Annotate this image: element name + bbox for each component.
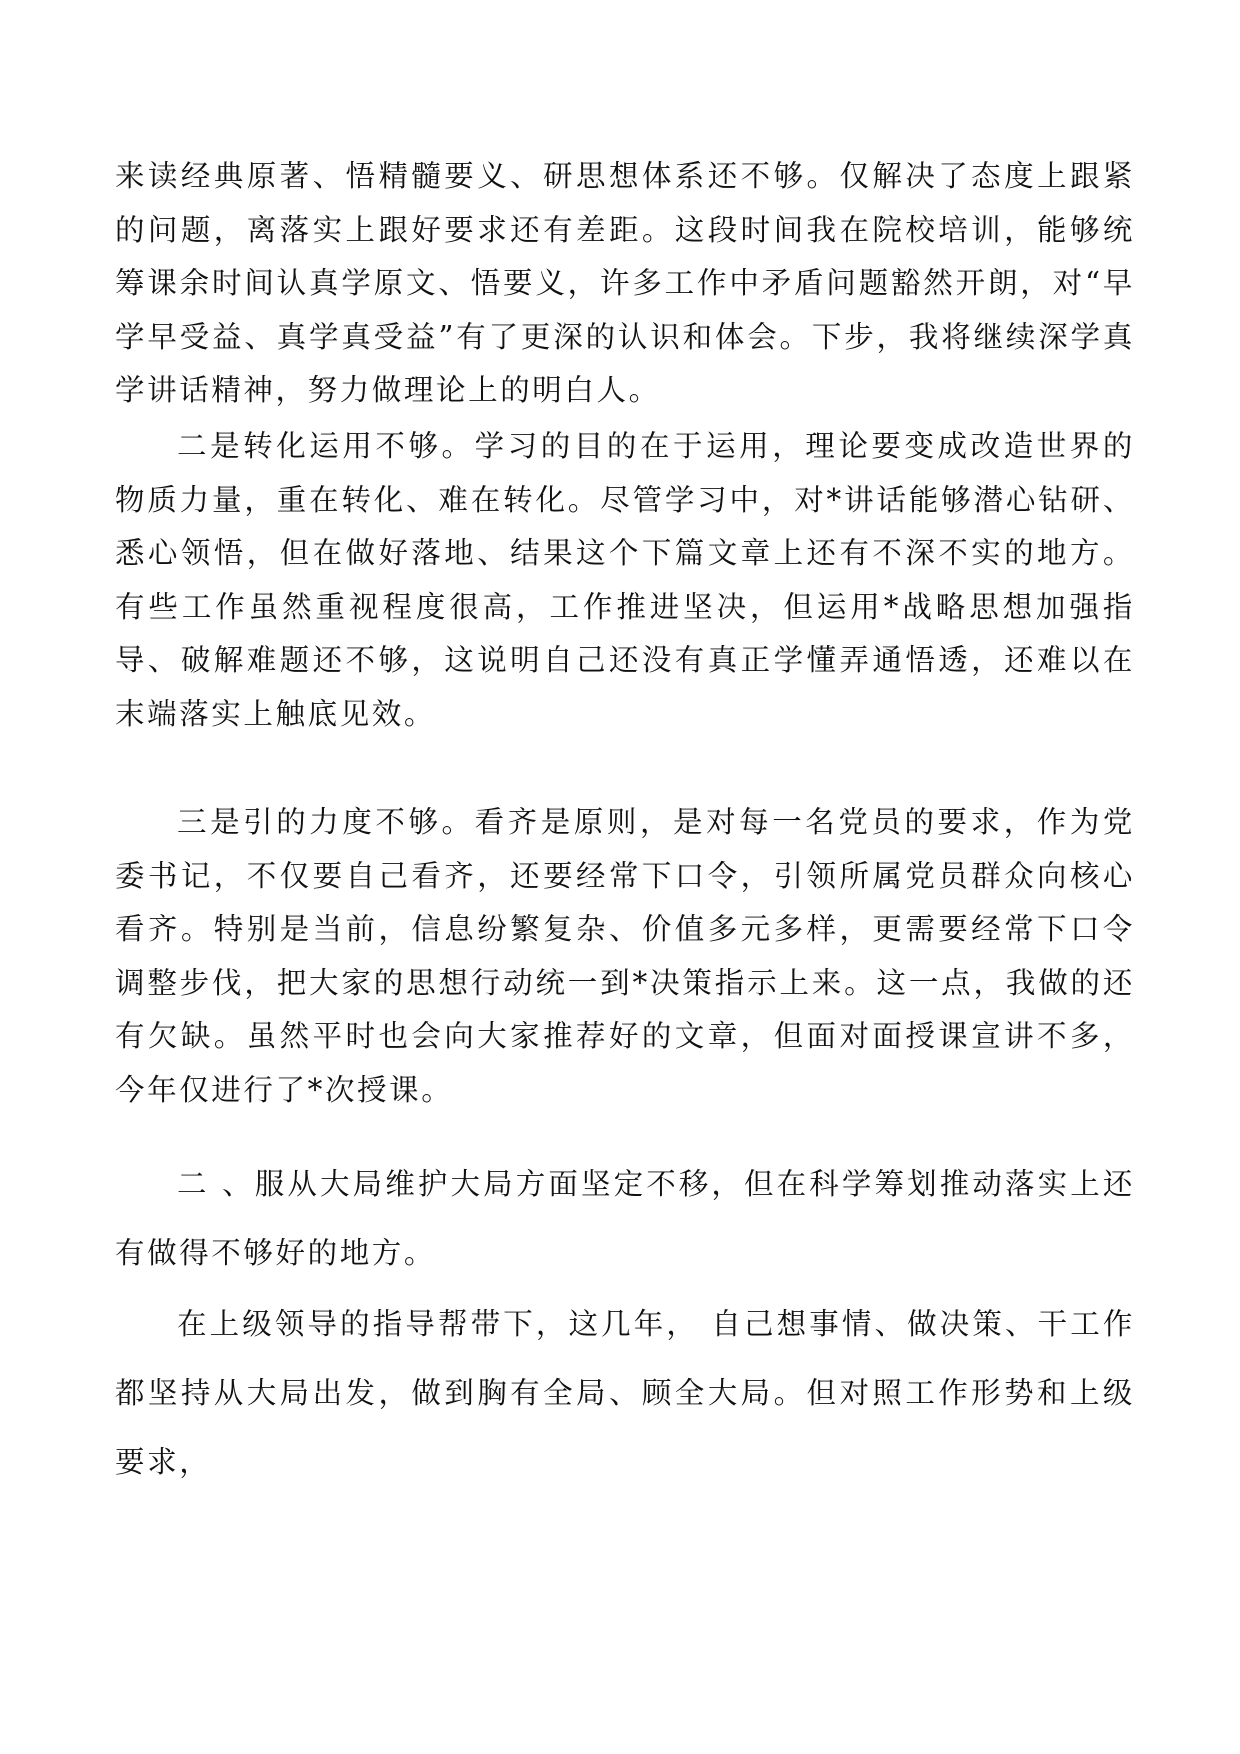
paragraph-2: 二是转化运用不够。学习的目的在于运用，理论要变成改造世界的物质力量，重在转化、难在转化。尽管学习中，对*讲话能够潜心钻研、悉心领悟，但在做好落地、结果这个下篇文章上还有不深不实的地方。有些工作虽然重视程度很高，工作推进坚决，但运用*战略思想加强指导、破解难题还不够，这说明自己还没有真正学懂弄通悟透，还难以在末端落实上触底见效。: [115, 429, 1135, 731]
paragraph-3: 三是引的力度不够。看齐是原则，是对每一名党员的要求，作为党委书记，不仅要自己看齐，还要经常下口令，引领所属党员群众向核心看齐。特别是当前，信息纷繁复杂、价值多元多样，更需要经常下口令调整步伐，把大家的思想行动统一到*决策指示上来。这一点，我做的还有欠缺。虽然平时也会向大家推荐好的文章，但面对面授课宣讲不多，今年仅进行了*次授课。: [115, 805, 1135, 1107]
paragraph-5: 在上级领导的指导帮带下，这几年， 自己想事情、做决策、干工作都坚持从大局出发，做到胸有全局、顾全大局。但对照工作形势和上级要求，: [115, 1307, 1135, 1479]
paragraph-1: 来读经典原著、悟精髓要义、研思想体系还不够。仅解决了态度上跟紧的问题，离落实上跟好要求还有差距。这段时间我在院校培训，能够统筹课余时间认真学原文、悟要义，许多工作中矛盾问题豁然开朗，对“早学早受益、真学真受益”有了更深的认识和体会。下步，我将继续深学真学讲话精神，努力做理论上的明白人。: [115, 159, 1135, 407]
section-heading-2: 二 、服从大局维护大局方面坚定不移，但在科学筹划推动落实上还有做得不够好的地方。: [115, 1167, 1135, 1270]
